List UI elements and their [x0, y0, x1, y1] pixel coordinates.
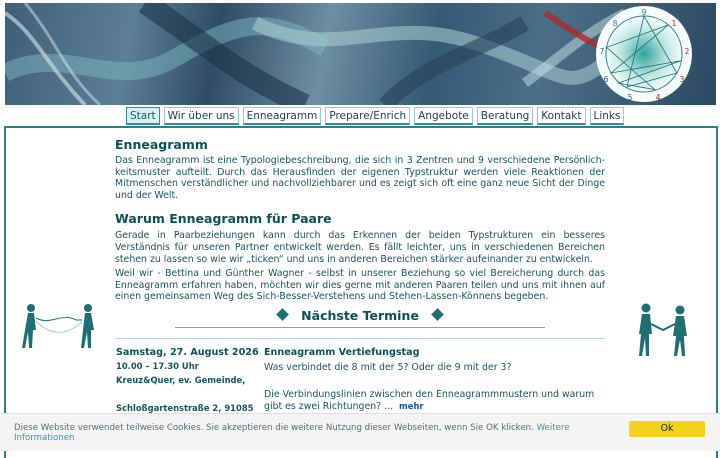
- divider: [115, 338, 605, 339]
- main-content: [115, 137, 605, 303]
- nav-item-beratung[interactable]: Beratung: [477, 107, 534, 125]
- event-description-2: [264, 389, 604, 412]
- nav-item-kontakt[interactable]: Kontakt: [537, 107, 585, 125]
- section-text: Weil wir - Bettina und Günther Wagner - selbst in unserer Beziehung so viel Bereicherung durch das Enneagramm erfahren haben, möchten wir dies gerne mit anderen Paaren teilen und uns mit ihnen auf einen gemeinsamen Weg des Sich-Besser-Verstehens und Stehen-Lassen-Könnens begeben.: [115, 268, 605, 303]
- section-title: Warum Enneagramm für Paare: [115, 211, 332, 227]
- section-warum-paare: [115, 211, 605, 303]
- enneagram-number-8: 8: [612, 19, 618, 28]
- couple-rope-illustration: [16, 302, 102, 350]
- divider: [175, 327, 545, 328]
- main-nav: [126, 107, 624, 125]
- couple-handshake-illustration: [634, 302, 694, 358]
- event-time: 10.00 – 17.30 Uhr: [116, 361, 199, 371]
- enneagram-number-5: 5: [627, 93, 633, 102]
- event-description-text: Die Verbindungslinien zwischen den Enneagrammmustern und warum gibt es zwei Richtungen? ...: [264, 389, 595, 412]
- more-link[interactable]: mehr: [399, 400, 424, 411]
- enneagram-number-9: 9: [641, 8, 647, 17]
- event-address: Schloßgartenstraße 2, 91085: [116, 403, 254, 413]
- ok-button[interactable]: Ok: [629, 421, 705, 437]
- event-description: Was verbindet die 8 mit der 5? Oder die 9 mit der 3?: [264, 362, 512, 373]
- enneagram-logo: [594, 4, 694, 104]
- section-text: Gerade in Paarbeziehungen kann durch das Erkennen der beiden Typstrukturen ein besseres Verständnis für unseren Partner entwickelt werden. Es fällt leichter, uns in verschiedenen Bereichen stehen zu lassen so wie wir „ticken“ und uns in anderen Bereichen stärker aufeinander zu entwickeln.: [115, 230, 605, 265]
- enneagram-number-7: 7: [599, 47, 605, 56]
- nav-item-links[interactable]: Links: [590, 107, 625, 125]
- termine-heading: [175, 308, 545, 323]
- section-enneagramm: [115, 137, 605, 201]
- enneagram-number-6: 6: [603, 75, 609, 84]
- cookie-message: [14, 424, 584, 443]
- more-info-link[interactable]: Weitere Informationen: [14, 423, 570, 443]
- section-text: Das Enneagramm ist eine Typologiebeschreibung, die sich in 3 Zentren und 9 verschiedene Persönlichkeitsmuster aufteilt. Durch das Herausfinden der eigenen Typstruktur werden viele Reaktionen der Mitmenschen verständlicher und nachvollziehbarer und es zeigt sich oft eine ganz neue Sicht der Dinge und der Welt.: [115, 155, 605, 201]
- diamond-icon: [276, 308, 289, 321]
- enneagram-number-4: 4: [655, 93, 661, 102]
- cookie-banner: [0, 413, 720, 451]
- enneagram-number-1: 1: [671, 19, 677, 28]
- header-banner: [5, 3, 716, 105]
- nav-item-enneagramm[interactable]: Enneagramm: [243, 107, 322, 125]
- nav-item-wir-ueber-uns[interactable]: Wir über uns: [164, 107, 239, 125]
- cookie-text: Diese Website verwendet teilweise Cookies. Sie akzeptieren die weitere Nutzung dieser Webseiten, wenn Sie OK klicken.: [14, 423, 534, 433]
- enneagram-number-3: 3: [679, 75, 685, 84]
- section-title: Enneagramm: [115, 137, 208, 152]
- termine-title: Nächste Termine: [301, 308, 419, 323]
- event-location: Kreuz&Quer, ev. Gemeinde,: [116, 375, 246, 385]
- nav-item-start[interactable]: Start: [126, 107, 160, 125]
- nav-item-angebote[interactable]: Angebote: [414, 107, 473, 125]
- event-title: Enneagramm Vertiefungstag: [264, 347, 420, 358]
- enneagram-number-2: 2: [684, 47, 690, 56]
- event-date: Samstag, 27. August 2026: [116, 347, 259, 358]
- nav-item-prepare-enrich[interactable]: Prepare/Enrich: [325, 107, 410, 125]
- diamond-icon: [431, 308, 444, 321]
